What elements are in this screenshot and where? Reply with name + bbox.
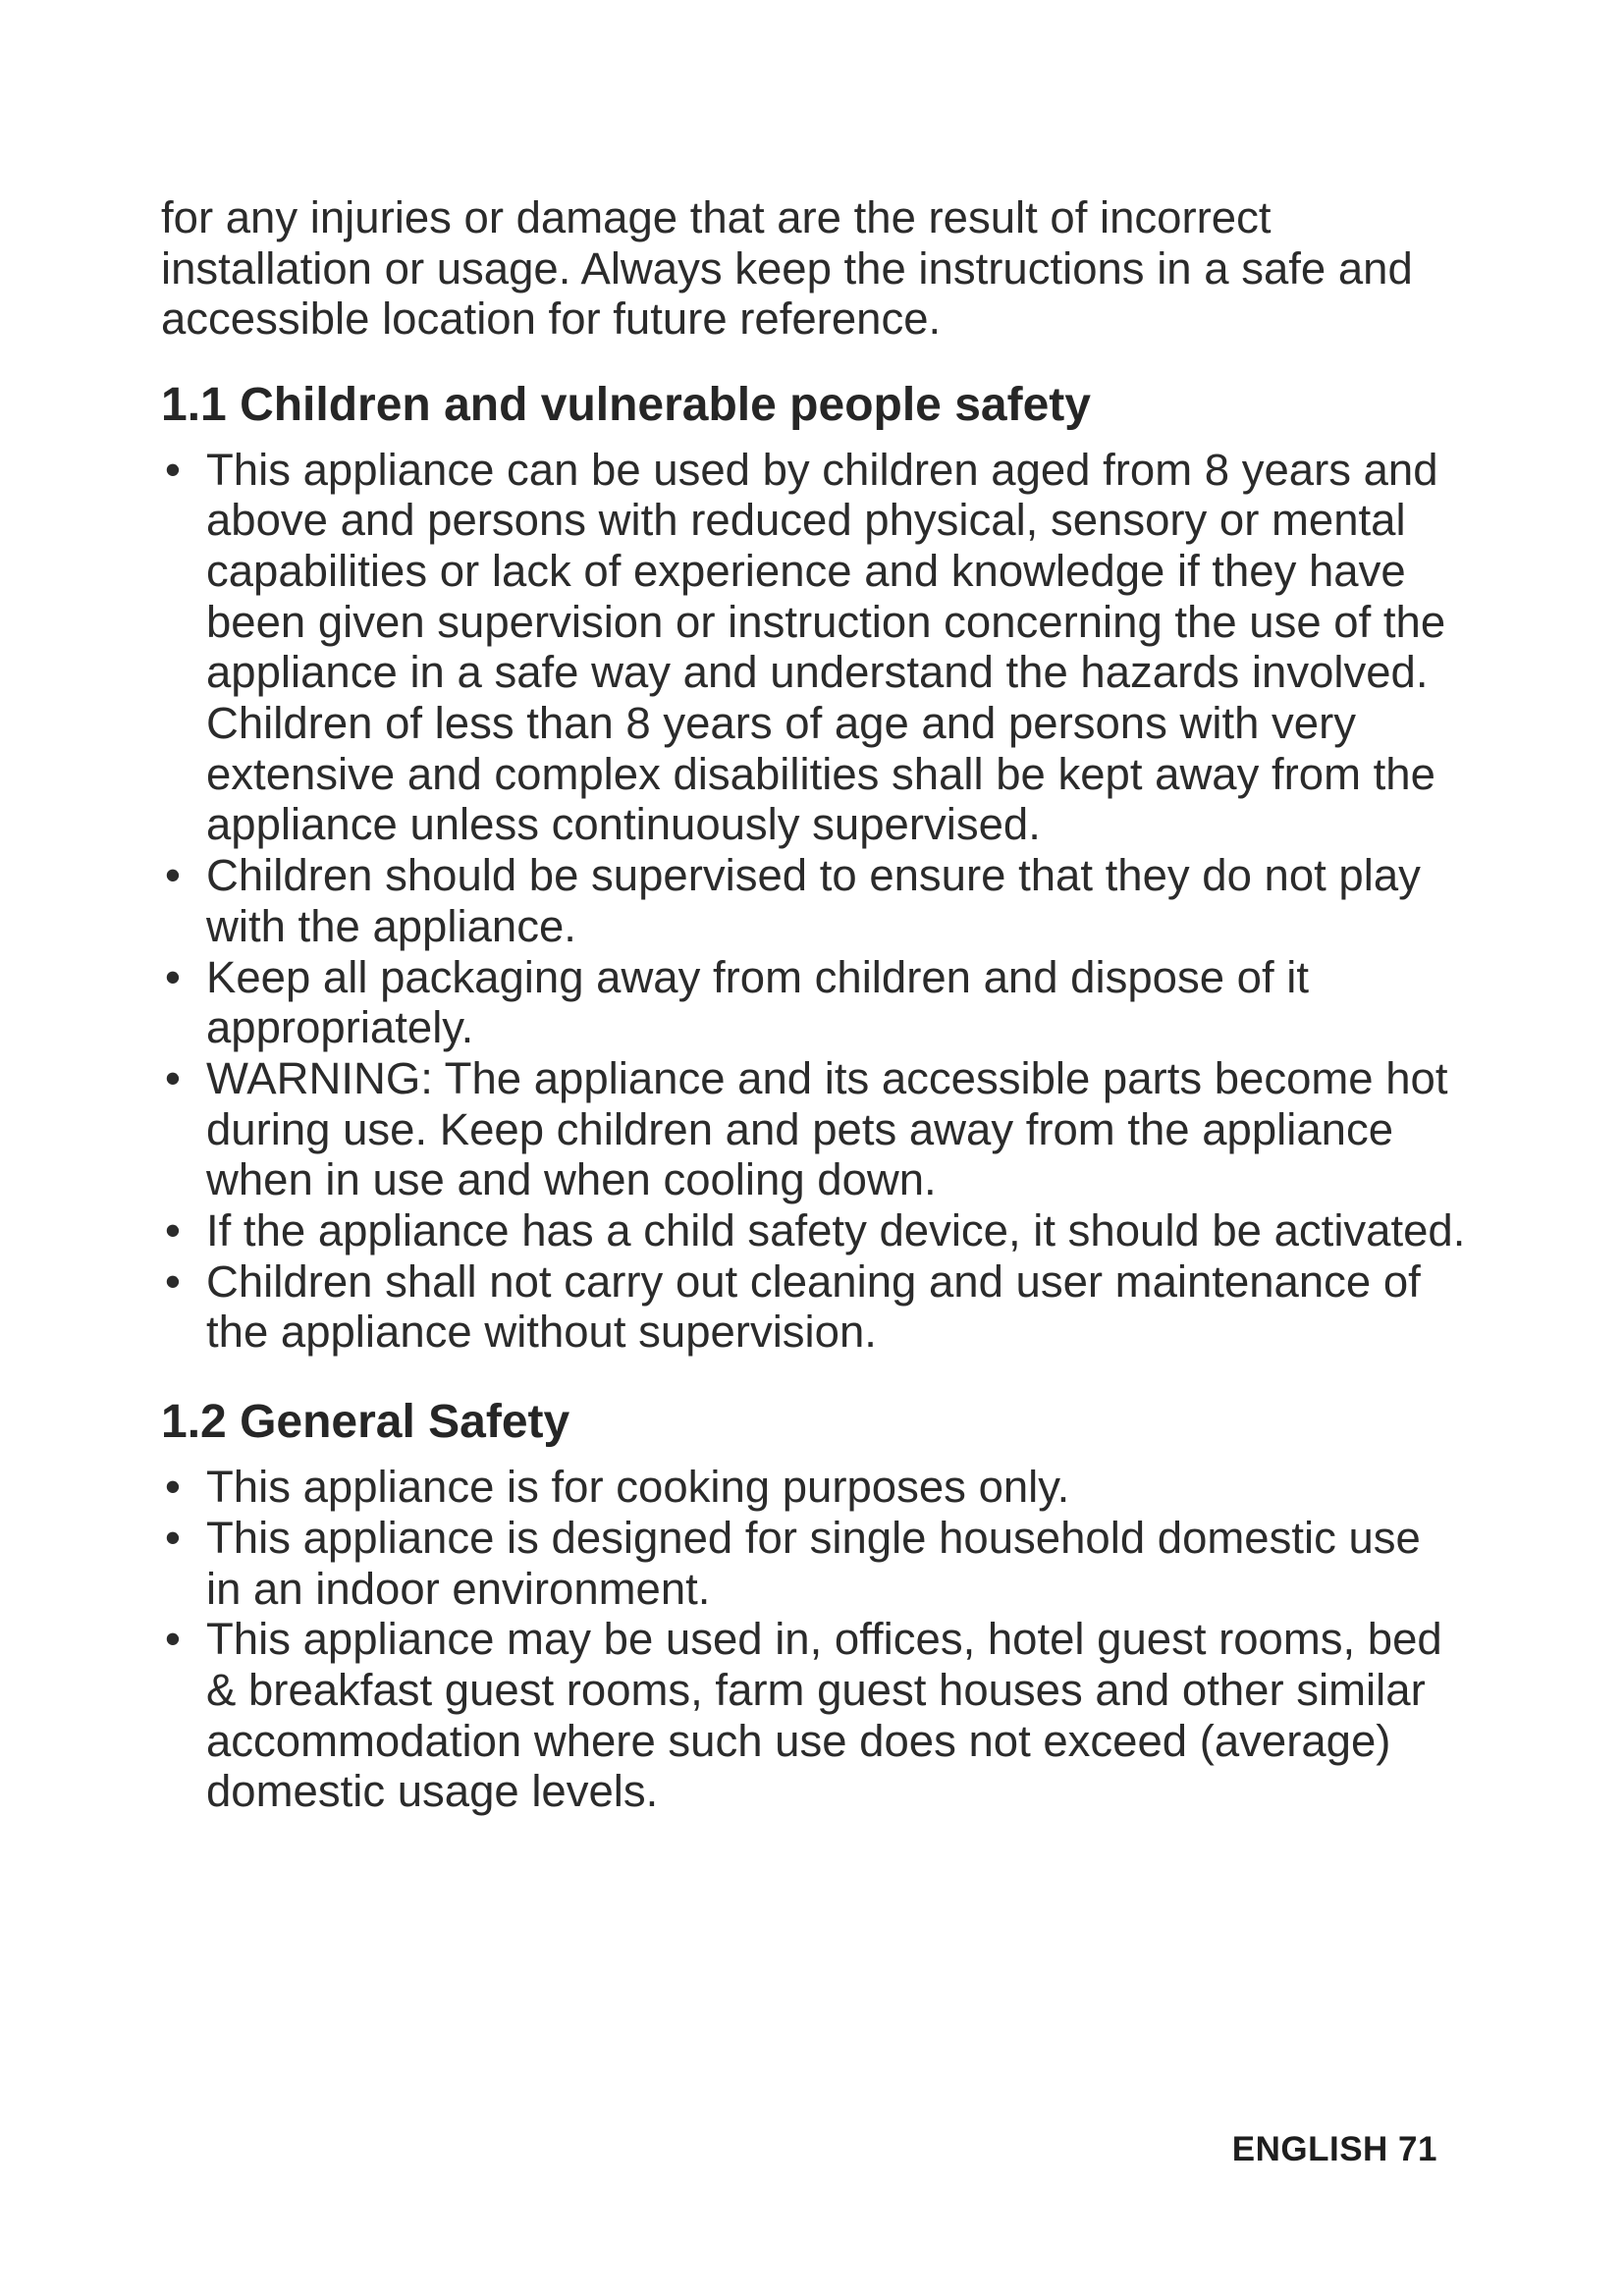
list-item (161, 1462, 1467, 1513)
heading-children-safety: 1.1 Children and vulnerable people safety (161, 378, 1091, 431)
intro-paragraph: for any injuries or damage that are the result of incorrect installation or usage. Always keep the instructions in a safe and accessible location for future reference. (161, 192, 1413, 344)
list-item-text: WARNING: The appliance and its accessible parts become hot during use. Keep children and pets away from the appliance when in use and when cooling down. (206, 1052, 1448, 1205)
children-safety-list (161, 445, 1467, 1359)
bullet-icon: • (165, 1255, 181, 1307)
list-item (161, 1513, 1467, 1614)
list-item-text: Children shall not carry out cleaning and user maintenance of the appliance without supervision. (206, 1255, 1421, 1358)
heading-general-safety: 1.2 General Safety (161, 1396, 570, 1449)
list-item (161, 1205, 1467, 1256)
list-item (161, 1053, 1467, 1205)
list-item-text: If the appliance has a child safety device, it should be activated. (206, 1205, 1466, 1256)
bullet-icon: • (165, 1205, 181, 1256)
list-item-text: This appliance may be used in, offices, hotel guest rooms, bed & breakfast guest rooms, farm guest houses and other similar accommodation where such use does not exceed (average) domestic usage levels. (206, 1614, 1442, 1817)
list-item (161, 1614, 1467, 1817)
bullet-icon: • (165, 1462, 181, 1513)
bullet-icon: • (165, 850, 181, 901)
bullet-icon: • (165, 1614, 181, 1665)
bullet-icon: • (165, 444, 181, 495)
list-item (161, 850, 1467, 951)
list-item (161, 1256, 1467, 1358)
list-item (161, 445, 1467, 851)
bullet-icon: • (165, 951, 181, 1002)
list-item-text: This appliance is designed for single household domestic use in an indoor environment. (206, 1512, 1421, 1614)
list-item (161, 952, 1467, 1053)
page-footer-label: ENGLISH 71 (1231, 2130, 1437, 2168)
manual-page (161, 192, 1467, 1817)
general-safety-list (161, 1462, 1467, 1817)
bullet-icon: • (165, 1512, 181, 1563)
bullet-icon: • (165, 1052, 181, 1103)
list-item-text: This appliance is for cooking purposes only. (206, 1462, 1070, 1513)
list-item-text: Children should be supervised to ensure that they do not play with the appliance. (206, 850, 1421, 951)
list-item-text: This appliance can be used by children aged from 8 years and above and persons with reduced physical, sensory or mental capabilities or lack of experience and knowledge if they have been given supervision or instruction concerning the use of the appliance in a safe way and understand the hazards involved. Children of less than 8 years of age and persons with very extensive and complex disabilities shall be kept away from the appliance unless continuously supervised. (206, 444, 1446, 850)
list-item-text: Keep all packaging away from children and dispose of it appropriately. (206, 951, 1309, 1053)
